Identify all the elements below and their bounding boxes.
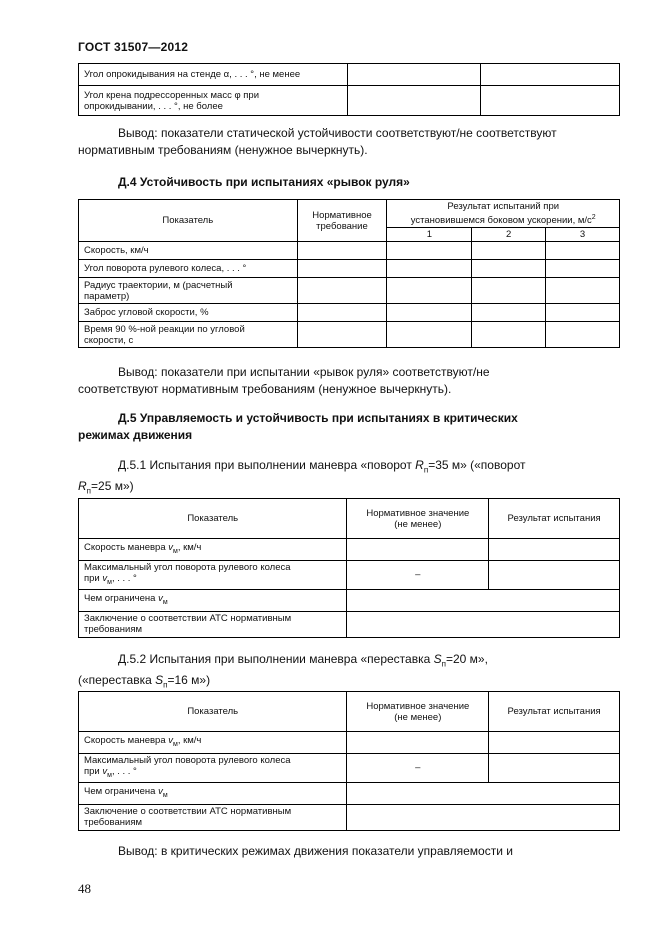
table-row [79, 260, 620, 278]
cell-empty [297, 242, 387, 260]
cell-empty [489, 754, 620, 783]
cell-empty [347, 589, 620, 611]
subsection-text: =25 м») [91, 479, 134, 494]
cell-empty [347, 86, 481, 116]
conclusion-static [78, 125, 614, 159]
table-row [79, 304, 620, 322]
symbol-v: v [102, 766, 108, 777]
col-header-norm [297, 200, 387, 242]
cell-empty [347, 804, 620, 830]
row-label-compliance [79, 611, 347, 637]
subscript-p: п [441, 659, 446, 669]
subsection-d5-2 [78, 651, 614, 694]
cell-empty [546, 304, 620, 322]
cell-empty [472, 304, 546, 322]
row-label-maneuver-speed [79, 732, 347, 754]
symbol-v: v [158, 592, 163, 604]
cell-empty [546, 322, 620, 348]
cell-empty [489, 539, 620, 561]
label-text: Скорость маневра [84, 735, 169, 747]
col-header-norm-line-2: требование [316, 220, 368, 232]
table-header-row [79, 692, 620, 732]
row-label-max-steering-angle [79, 754, 347, 783]
table-row [79, 242, 620, 260]
cell-empty [297, 278, 387, 304]
label-text: Максимальный угол поворота рулевого колеса [84, 562, 291, 573]
col-header-indicator: Показатель [79, 692, 347, 732]
conclusion-steer-jerk-line-1: Вывод: показатели при испытании «рывок руля» соответствуют/не [118, 365, 490, 379]
subscript-m: м [173, 740, 178, 748]
col-header-norm-line-1: Нормативное [312, 209, 372, 221]
table-maneuver-turn [78, 498, 620, 638]
table-maneuver-lane-change [78, 691, 620, 831]
col-header-indicator: Показатель [79, 499, 347, 539]
cell-empty [347, 782, 620, 804]
subscript-p: п [423, 465, 429, 475]
label-text: при [84, 573, 103, 584]
subscript-m: м [162, 598, 168, 606]
col-header-norm-value [347, 692, 489, 732]
row-label-trajectory-radius [79, 278, 298, 304]
conclusion-steer-jerk [78, 364, 614, 398]
cell-empty [489, 561, 620, 590]
col-header-line-2: (не менее) [394, 518, 442, 530]
conclusion-static-line-2: нормативным требованиям (ненужное вычеркнуть). [78, 143, 368, 157]
symbol-s: S [155, 673, 164, 688]
col-header-2: 2 [472, 228, 546, 242]
section-d5-title [78, 410, 614, 444]
label-text: требованиям [84, 624, 142, 636]
label-text: , . . . ° [111, 573, 137, 584]
row-label-speed: Скорость, км/ч [79, 242, 298, 260]
subscript-p: п [86, 486, 92, 496]
row-label-compliance [79, 804, 347, 830]
conclusion-static-line-1: Вывод: показатели статической устойчивости соответствуют/не соответствуют [118, 126, 557, 140]
section-d5-title-line-1: Д.5 Управляемость и устойчивость при испытаниях в критических [118, 411, 518, 425]
row-label-line-1: Угол крена подрессоренных масс φ при [84, 89, 259, 101]
table-row [79, 561, 620, 590]
row-label-maneuver-speed [79, 539, 347, 561]
cell-empty [546, 278, 620, 304]
table-row [79, 86, 620, 116]
col-header-result [387, 200, 620, 228]
cell-empty [387, 260, 472, 278]
table-steer-jerk [78, 199, 620, 348]
final-conclusion-text: Вывод: в критических режимах движения показатели управляемости и [118, 844, 513, 858]
table-row [79, 611, 620, 637]
label-text: Максимальный угол поворота рулевого колеса [84, 755, 291, 766]
row-label-line-2: параметр) [84, 290, 130, 302]
table-static-stability [78, 63, 620, 116]
symbol-s: S [433, 652, 442, 666]
cell-empty [297, 260, 387, 278]
subscript-m: м [107, 578, 112, 586]
label-text: Заключение о соответствии АТС нормативным [84, 613, 292, 625]
col-header-result: Результат испытания [489, 499, 620, 539]
col-header-result: Результат испытания [489, 692, 620, 732]
cell-dash: – [347, 561, 489, 590]
col-header-norm-value [347, 499, 489, 539]
label-text: при [84, 766, 103, 777]
conclusion-steer-jerk-line-2: соответствуют нормативным требованиям (ненужное вычеркнуть). [78, 382, 452, 396]
table-row [79, 278, 620, 304]
cell-empty [347, 611, 620, 637]
symbol-v: v [168, 735, 174, 747]
symbol-r: R [78, 479, 87, 494]
cell-empty [347, 64, 481, 86]
subsection-d5-1 [78, 457, 614, 500]
table-row [79, 804, 620, 830]
cell-dash: – [347, 754, 489, 783]
label-text: Заключение о соответствии АТС нормативным [84, 806, 292, 818]
symbol-r: R [415, 458, 424, 472]
table-row [79, 782, 620, 804]
label-text: , км/ч [177, 542, 202, 554]
subsection-text: Д.5.2 Испытания при выполнении маневра «переставка [118, 652, 434, 666]
cell-empty [297, 304, 387, 322]
subsection-text: Д.5.1 Испытания при выполнении маневра «поворот [118, 458, 416, 472]
label-text: , . . . ° [111, 766, 137, 777]
col-header-line-1: Нормативное значение [366, 700, 470, 712]
label-text: Чем ограничена [84, 592, 159, 604]
symbol-v: v [102, 573, 108, 584]
cell-empty [489, 732, 620, 754]
row-label-limited-by [79, 589, 347, 611]
subscript-p: п [163, 680, 168, 690]
row-label-steering-angle: Угол поворота рулевого колеса, . . . ° [79, 260, 298, 278]
section-d4-title-text: Д.4 Устойчивость при испытаниях «рывок руля» [118, 175, 410, 189]
cell-empty [472, 278, 546, 304]
label-text: , км/ч [177, 735, 202, 747]
row-label-response-time [79, 322, 298, 348]
subsection-text: =20 м», [445, 652, 488, 666]
row-label-line-1: Радиус траектории, м (расчетный [84, 279, 233, 291]
cell-empty [546, 242, 620, 260]
document-header: ГОСТ 31507—2012 [78, 40, 189, 54]
col-header-line-1: Нормативное значение [366, 507, 470, 519]
label-text: требованиям [84, 817, 142, 829]
label-text: Чем ограничена [84, 785, 159, 797]
superscript-2: 2 [591, 214, 596, 221]
row-label-tilt-angle: Угол опрокидывания на стенде α, . . . °, не менее [79, 64, 348, 86]
table-header-row [79, 499, 620, 539]
table-row [79, 539, 620, 561]
row-label-line-2: опрокидывании, . . . °, не более [84, 100, 223, 112]
cell-empty [347, 732, 489, 754]
cell-empty [472, 322, 546, 348]
col-header-result-line-2: установившемся боковом ускорении, м/с [410, 215, 592, 227]
symbol-v: v [158, 785, 163, 797]
row-label-overshoot: Заброс угловой скорости, % [79, 304, 298, 322]
subscript-m: м [107, 771, 112, 779]
cell-empty [387, 278, 472, 304]
subsection-text: =35 м» («поворот [428, 458, 526, 472]
row-label-line-1: Время 90 %-ной реакции по угловой [84, 323, 245, 335]
row-label-max-steering-angle [79, 561, 347, 590]
row-label-line-2: скорости, с [84, 334, 134, 346]
table-header-row [79, 200, 620, 228]
cell-empty [347, 539, 489, 561]
table-row [79, 322, 620, 348]
subscript-m: м [173, 547, 178, 555]
table-row [79, 589, 620, 611]
subsection-text: («переставка [78, 673, 156, 688]
subscript-m: м [162, 791, 168, 799]
cell-empty [546, 260, 620, 278]
col-header-1: 1 [387, 228, 472, 242]
symbol-v: v [168, 542, 174, 554]
row-label-roll-angle [79, 86, 348, 116]
col-header-line-2: (не менее) [394, 711, 442, 723]
table-row [79, 732, 620, 754]
col-header-result-line-1: Результат испытаний при [447, 201, 560, 212]
table-row [79, 754, 620, 783]
cell-empty [387, 304, 472, 322]
label-text: Скорость маневра [84, 542, 169, 554]
table-row [79, 64, 620, 86]
final-conclusion [78, 843, 614, 860]
cell-empty [297, 322, 387, 348]
col-header-indicator: Показатель [79, 200, 298, 242]
cell-empty [472, 260, 546, 278]
col-header-3: 3 [546, 228, 620, 242]
subsection-text: =16 м») [167, 673, 211, 688]
section-d5-title-line-2: режимах движения [78, 428, 193, 442]
cell-empty [387, 242, 472, 260]
cell-empty [387, 322, 472, 348]
cell-empty [472, 242, 546, 260]
cell-empty [481, 64, 620, 86]
section-d4-title [78, 174, 614, 191]
row-label-limited-by [79, 782, 347, 804]
page-number: 48 [78, 881, 91, 896]
cell-empty [481, 86, 620, 116]
